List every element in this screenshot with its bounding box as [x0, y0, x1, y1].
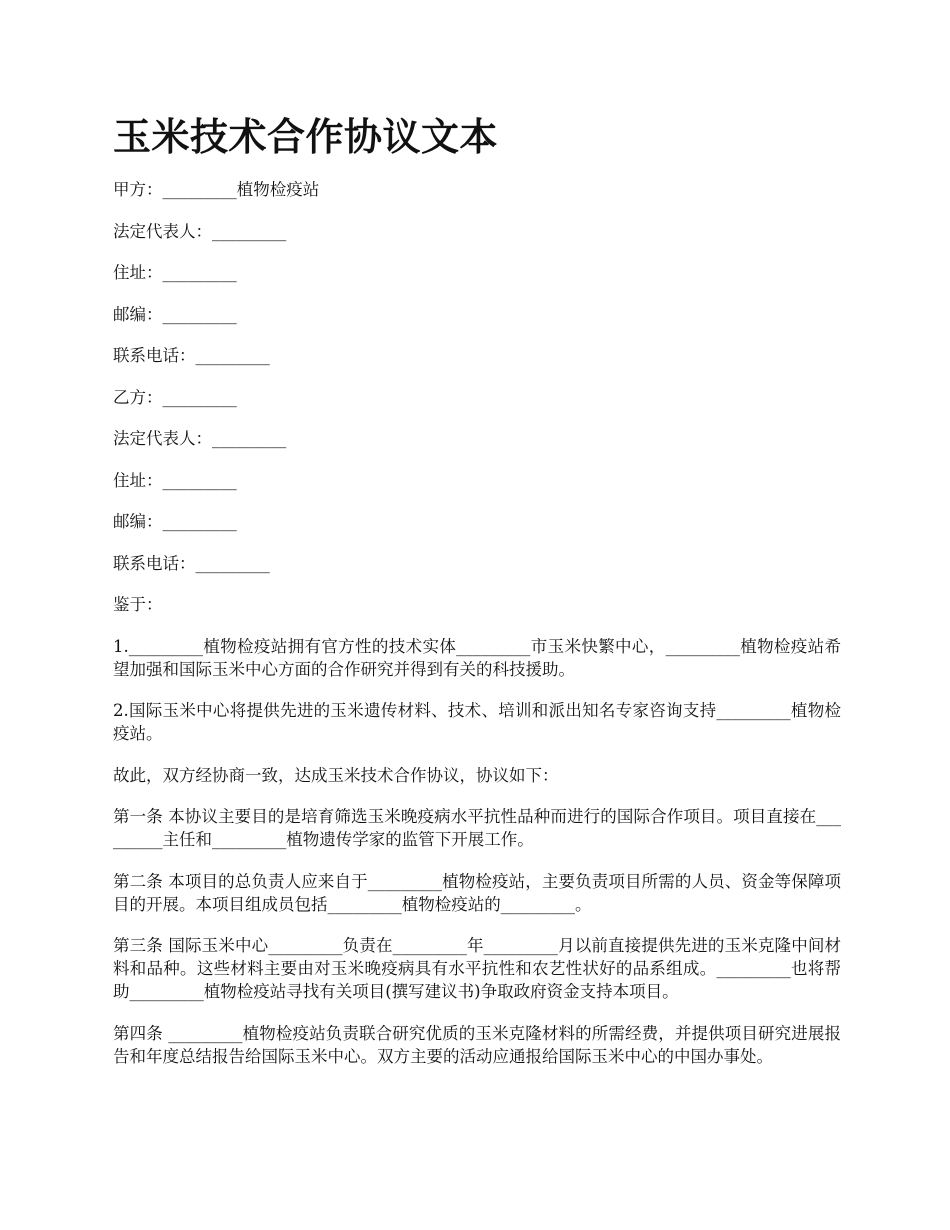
party-b-postcode: 邮编：_________	[113, 512, 237, 531]
party-a-phone: 联系电话：_________	[113, 346, 270, 365]
article-2: 第二条 本项目的总负责人应来自于_________植物检疫站，主要负责项目所需的人员、资金等保障项目的开展。本项目组成员包括_________植物检疫站的_________。	[113, 871, 841, 914]
party-b-address: 住址：_________	[113, 470, 237, 490]
whereas-heading: 鉴于：	[113, 595, 163, 614]
document-title: 玉米技术合作协议文本	[113, 114, 499, 159]
party-a-postcode: 邮编：_________	[113, 304, 237, 324]
article-3: 第三条 国际玉米中心_________负责在_________年_________月以前直接提供先进的玉米克隆中间材料和品种。这些材料主要由对玉米晚疫病具有水平抗性和农艺性状好的品系组成。_________也将帮助_________植物检疫站寻找有关项目(撰写建议书)争取政府资金支持本项目。	[113, 936, 841, 1001]
party-b-representative: 法定代表人：_________	[113, 429, 287, 448]
document-page	[113, 112, 841, 1086]
party-b-phone: 联系电话：_________	[113, 553, 270, 573]
party-a-representative: 法定代表人：_________	[113, 221, 287, 241]
document-body	[113, 178, 841, 1068]
party-b-line: 乙方：_________	[113, 387, 237, 407]
whereas-item-2: 2.国际玉米中心将提供先进的玉米遗传材料、技术、培训和派出知名专家咨询支持_________植物检疫站。	[113, 701, 841, 743]
article-4: 第四条 _________植物检疫站负责联合研究优质的玉米克隆材料的所需经费，并提供项目研究进展报告和年度总结报告给国际玉米中心。双方主要的活动应通报给国际玉米中心的中国办事处。	[113, 1023, 841, 1066]
whereas-item-1: 1._________植物检疫站拥有官方性的技术实体_________市玉米快繁中心，_________植物检疫站希望加强和国际玉米中心方面的合作研究并得到有关的科技援助。	[113, 636, 841, 679]
party-a-address: 住址：_________	[113, 263, 237, 282]
agreement-intro: 故此，双方经协商一致，达成玉米技术合作协议，协议如下：	[113, 765, 559, 785]
article-1: 第一条 本协议主要目的是培育筛选玉米晚疫病水平抗性品种而进行的国际合作项目。项目直接在_________主任和_________植物遗传学家的监管下开展工作。	[113, 807, 841, 849]
party-a-line: 甲方：_________植物检疫站	[113, 180, 320, 199]
